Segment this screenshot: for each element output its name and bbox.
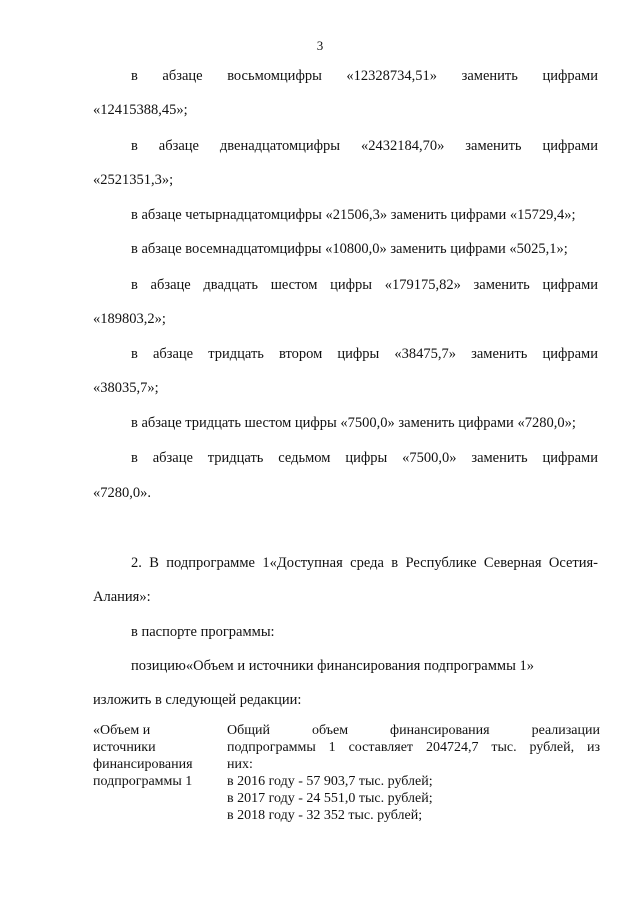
paragraph-line: в абзаце восемнадцатомцифры «10800,0» заменить цифрами «5025,1»; bbox=[131, 241, 568, 257]
cell-line: подпрограммы 1 bbox=[93, 774, 193, 789]
table-row bbox=[93, 722, 600, 824]
cell-line: в 2017 году - 24 551,0 тыс. рублей; bbox=[227, 791, 433, 806]
paragraph-line: в абзаце тридцать шестом цифры «7500,0» заменить цифрами «7280,0»; bbox=[131, 415, 576, 431]
cell-line: источники bbox=[93, 740, 156, 755]
cell-line: подпрограммы 1 составляет 204724,7 тыс. рублей, из bbox=[227, 740, 600, 755]
paragraph-line: в абзаце двенадцатомцифры «2432184,70» заменить цифрами bbox=[131, 138, 598, 154]
paragraph-line: изложить в следующей редакции: bbox=[93, 692, 302, 708]
table-cell-label bbox=[93, 722, 227, 824]
cell-line: в 2016 году - 57 903,7 тыс. рублей; bbox=[227, 774, 433, 789]
paragraph-line: «38035,7»; bbox=[93, 380, 159, 396]
table-cell-value bbox=[227, 722, 600, 824]
paragraph-line: в абзаце двадцать шестом цифры «179175,82» заменить цифрами bbox=[131, 277, 598, 293]
cell-line: в 2018 году - 32 352 тыс. рублей; bbox=[227, 808, 423, 823]
page-number: 3 bbox=[316, 38, 324, 53]
paragraph-line: «12415388,45»; bbox=[93, 102, 188, 118]
cell-line: «Объем и bbox=[93, 723, 151, 738]
paragraph-line: в паспорте программы: bbox=[131, 624, 275, 640]
paragraph-line: «189803,2»; bbox=[93, 311, 166, 327]
section-heading-line: Алания»: bbox=[93, 589, 151, 605]
paragraph-line: «2521351,3»; bbox=[93, 172, 174, 188]
paragraph-line: в абзаце тридцать седьмом цифры «7500,0» заменить цифрами bbox=[131, 450, 598, 466]
paragraph-line: в абзаце восьмомцифры «12328734,51» заменить цифрами bbox=[131, 68, 598, 84]
paragraph-line: позицию«Объем и источники финансирования подпрограммы 1» bbox=[131, 658, 534, 674]
paragraph-line: в абзаце тридцать втором цифры «38475,7» заменить цифрами bbox=[131, 346, 598, 362]
cell-line: них: bbox=[227, 757, 253, 772]
cell-line: финансирования bbox=[93, 757, 193, 772]
paragraph-line: «7280,0». bbox=[93, 485, 151, 501]
cell-line: Общий объем финансирования реализации bbox=[227, 723, 600, 738]
paragraph-line: в абзаце четырнадцатомцифры «21506,3» заменить цифрами «15729,4»; bbox=[131, 207, 576, 223]
financing-table bbox=[93, 722, 600, 824]
section-heading-line: 2. В подпрограмме 1«Доступная среда в Республике Северная Осетия- bbox=[131, 555, 598, 571]
